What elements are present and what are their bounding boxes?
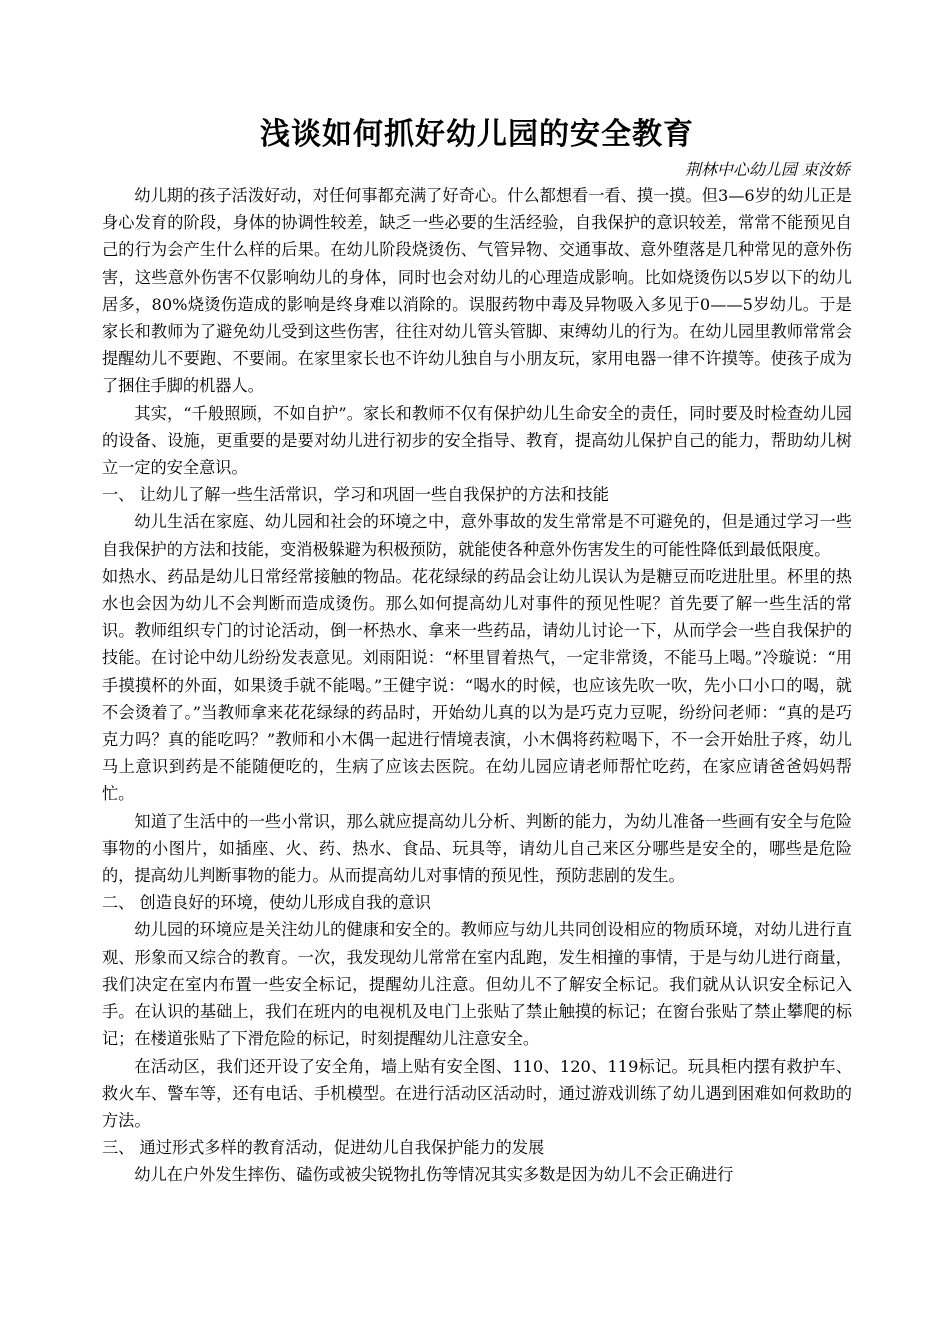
- paragraph: 如热水、药品是幼儿日常经常接触的物品。花花绿绿的药品会让幼儿误认为是糖豆而吃进肚里。杯里的热水也会因为幼儿不会判断而造成烫伤。那么如何提高幼儿对事件的预见性呢？首先要了解一些生活的常识。教师组织专门的讨论活动，倒一杯热水、拿来一些药品，请幼儿讨论一下，从而学会一些自我保护的技能。在讨论中幼儿纷纷发表意见。刘雨阳说：“杯里冒着热气，一定非常烫，不能马上喝。”冷璇说：“用手摸摸杯的外面，如果烫手就不能喝。”王健宇说：“喝水的时候，也应该先吹一吹，先小口小口的喝，就不会烫着了。”当教师拿来花花绿绿的药品时，开始幼儿真的以为是巧克力豆呢，纷纷问老师：“真的是巧克力吗？真的能吃吗？”教师和小木偶一起进行情境表演，小木偶将药粒喝下，不一会开始肚子疼，幼儿马上意识到药是不能随便吃的，生病了应该去医院。在幼儿园应请老师帮忙吃药，在家应请爸爸妈妈帮忙。: [102, 566, 852, 804]
- paragraph: 幼儿期的孩子活泼好动，对任何事都充满了好奇心。什么都想看一看、摸一摸。但3—6岁的幼儿正是身心发育的阶段，身体的协调性较差，缺乏一些必要的生活经验，自我保护的意识较差，常常不能预见自己的行为会产生什么样的后果。在幼儿阶段烧烫伤、气管异物、交通事故、意外堕落是几种常见的意外伤害，这些意外伤害不仅影响幼儿的身体，同时也会对幼儿的心理造成影响。比如烧烫伤以5岁以下的幼儿居多，80%烧烫伤造成的影响是终身难以消除的。误服药物中毒及异物吸入多见于0——5岁幼儿。于是家长和教师为了避免幼儿受到这些伤害，往往对幼儿管头管脚、束缚幼儿的行为。在幼儿园里教师常常会提醒幼儿不要跑、不要闹。在家里家长也不许幼儿独自与小朋友玩，家用电器一律不许摸等。使孩子成为了捆住手脚的机器人。: [102, 186, 852, 396]
- document-title: 浅谈如何抓好幼儿园的安全教育: [260, 117, 694, 152]
- paragraph: 幼儿园的环境应是关注幼儿的健康和安全的。教师应与幼儿共同创设相应的物质环境，对幼儿进行直观、形象而又综合的教育。一次，我发现幼儿常常在室内乱跑，发生相撞的事情，于是与幼儿进行商量，我们决定在室内布置一些安全标记，提醒幼儿注意。但幼儿不了解安全标记。我们就从认识安全标记入手。在认识的基础上，我们在班内的电视机及电门上张贴了禁止触摸的标记；在窗台张贴了禁止攀爬的标记；在楼道张贴了下滑危险的标记，时刻提醒幼儿注意安全。: [102, 920, 852, 1049]
- paragraph: 幼儿生活在家庭、幼儿园和社会的环境之中，意外事故的发生常常是不可避免的，但是通过学习一些自我保护的方法和技能，变消极躲避为积极预防，就能使各种意外伤害发生的可能性降低到最低限度。: [102, 512, 852, 559]
- paragraph: 幼儿在户外发生摔伤、磕伤或被尖锐物扎伤等情况其实多数是因为幼儿不会正确进行: [134, 1165, 734, 1185]
- section-heading: 二、 创造良好的环境，使幼儿形成自我的意识: [102, 893, 431, 913]
- paragraph: 其实，“千般照顾，不如自护”。家长和教师不仅有保护幼儿生命安全的责任，同时要及时检查幼儿园的设备、设施，更重要的是要对幼儿进行初步的安全指导、教育，提高幼儿保护自己的能力，帮助幼儿树立一定的安全意识。: [102, 403, 852, 478]
- section-heading: 三、 通过形式多样的教育活动，促进幼儿自我保护能力的发展: [102, 1138, 545, 1158]
- paragraph: 在活动区，我们还开设了安全角，墙上贴有安全图、110、120、119标记。玩具柜内摆有救护车、救火车、警车等，还有电话、手机模型。在进行活动区活动时，通过游戏训练了幼儿遇到困难如何救助的方法。: [102, 1056, 852, 1130]
- section-heading: 一、 让幼儿了解一些生活常识，学习和巩固一些自我保护的方法和技能: [102, 485, 609, 505]
- author-line: 荆林中心幼儿园 束汝娇: [684, 160, 850, 179]
- paragraph: 知道了生活中的一些小常识，那么就应提高幼儿分析、判断的能力，为幼儿准备一些画有安全与危险事物的小图片，如插座、火、药、热水、食品、玩具等，请幼儿自己来区分哪些是安全的，哪些是危险的，提高幼儿判断事物的能力。从而提高幼儿对事情的预见性，预防悲剧的发生。: [102, 811, 852, 886]
- document-page: [102, 112, 852, 1189]
